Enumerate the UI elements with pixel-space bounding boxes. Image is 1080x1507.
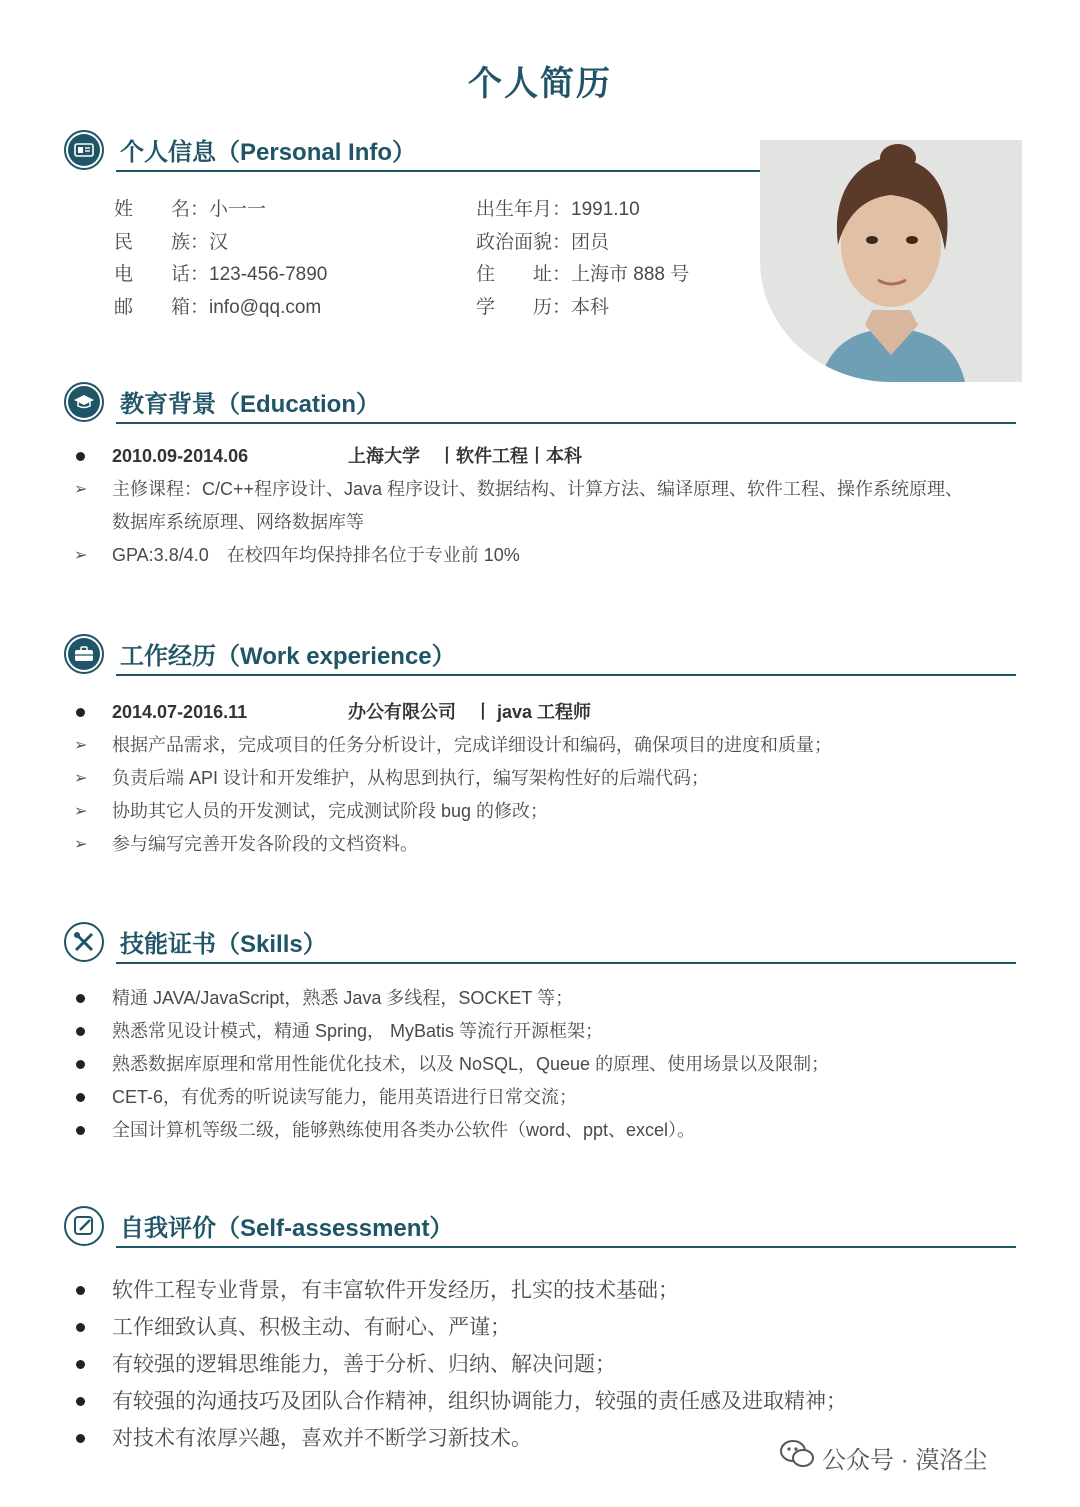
bullet-dot [76,1286,85,1295]
info-field-name: 姓 名：小一一 [114,199,267,220]
bullet-dot [76,1360,85,1369]
section-education [64,382,1024,565]
arrow-icon: ➢ [74,737,88,754]
list-item: CET-6，有优秀的听说读写能力，能用英语进行日常交流； [64,1081,1024,1114]
bullet-dot [76,1397,85,1406]
info-field-email: 邮 箱：info@qq.com [114,297,322,318]
section-heading: 技能证书（Skills） [120,931,327,958]
list-item: ➢ 负责后端 API 设计和开发维护，从构思到执行，编写架构性好的后端代码； [64,762,1024,795]
list-item: ➢ 主修课程：C/C++程序设计、Java 程序设计、数据结构、计算方法、编译原理、软件工程、操作系统原理、 [64,473,1024,506]
info-field-phone: 电 话：123-456-7890 [114,264,328,285]
info-field-birth: 出生年月：1991.10 [476,199,640,220]
bullet-dot [76,1323,85,1332]
section-skills [64,922,1024,1140]
list-item: 有较强的沟通技巧及团队合作精神，组织协调能力，较强的责任感及进取精神； [64,1383,1024,1420]
info-field-political: 政治面貌：团员 [476,232,610,253]
bullet-dot [76,1027,85,1036]
graduation-cap-icon [64,382,104,422]
section-self-assessment [64,1206,1024,1450]
list-item: ➢ 参与编写完善开发各阶段的文档资料。 [64,828,1024,861]
list-item: 工作细致认真、积极主动、有耐心、严谨； [64,1309,1024,1346]
list-item: ➢ 根据产品需求，完成项目的任务分析设计，完成详细设计和编码，确保项目的进度和质量； [64,729,1024,762]
profile-photo [760,140,1022,382]
list-item: 精通 JAVA/JavaScript，熟悉 Java 多线程，SOCKET 等； [64,982,1024,1015]
bullet-dot [76,708,85,717]
info-field-degree: 学 历：本科 [476,297,610,318]
arrow-icon: ➢ [74,770,88,787]
arrow-icon: ➢ [74,836,88,853]
page-title: 个人简历 [468,65,612,103]
section-divider [116,674,1016,676]
section-divider [116,170,806,172]
section-divider [116,1246,1016,1248]
section-heading: 自我评价（Self-assessment） [120,1215,454,1242]
section-heading: 工作经历（Work experience） [120,643,456,670]
bullet-dot [76,1060,85,1069]
watermark [780,1440,987,1475]
section-divider [116,962,1016,964]
bullet-dot [76,1434,85,1443]
arrow-icon: ➢ [74,481,88,498]
watermark-text: 公众号 · 漠洛尘 [822,1447,988,1474]
list-item: ➢ GPA:3.8/4.0 在校四年均保持排名位于专业前 10% [64,539,1024,572]
arrow-icon: ➢ [74,803,88,820]
arrow-icon: ➢ [74,547,88,564]
bullet-dot [76,452,85,461]
briefcase-icon [64,634,104,674]
tools-icon [64,922,104,962]
bullet-dot [76,994,85,1003]
list-item: ➢ 协助其它人员的开发测试，完成测试阶段 bug 的修改； [64,795,1024,828]
section-work [64,634,1024,854]
work-entry: 2014.07-2016.11 办公有限公司 丨 java 工程师 [64,696,1024,729]
list-item: 全国计算机等级二级，能够熟练使用各类办公软件（word、ppt、excel）。 [64,1114,1024,1147]
section-heading: 个人信息（Personal Info） [120,139,417,166]
education-entry: 2010.09-2014.06 上海大学 丨软件工程丨本科 [64,440,1024,473]
id-card-icon [64,130,104,170]
list-item: 对技术有浓厚兴趣，喜欢并不断学习新技术。 [64,1420,1024,1457]
section-heading: 教育背景（Education） [120,391,381,418]
list-item-continued: 数据库系统原理、网络数据库等 [112,512,364,532]
edit-icon [64,1206,104,1246]
info-field-ethnicity: 民 族：汉 [114,232,229,253]
info-field-address: 住 址：上海市 888 号 [476,264,690,285]
wechat-icon [780,1440,814,1475]
bullet-dot [76,1126,85,1135]
list-item: 有较强的逻辑思维能力，善于分析、归纳、解决问题； [64,1346,1024,1383]
list-item: 熟悉数据库原理和常用性能优化技术，以及 NoSQL，Queue 的原理、使用场景以及限制； [64,1048,1024,1081]
bullet-dot [76,1093,85,1102]
list-item: 软件工程专业背景，有丰富软件开发经历，扎实的技术基础； [64,1272,1024,1309]
section-divider [116,422,1016,424]
list-item: 熟悉常见设计模式，精通 Spring， MyBatis 等流行开源框架； [64,1015,1024,1048]
